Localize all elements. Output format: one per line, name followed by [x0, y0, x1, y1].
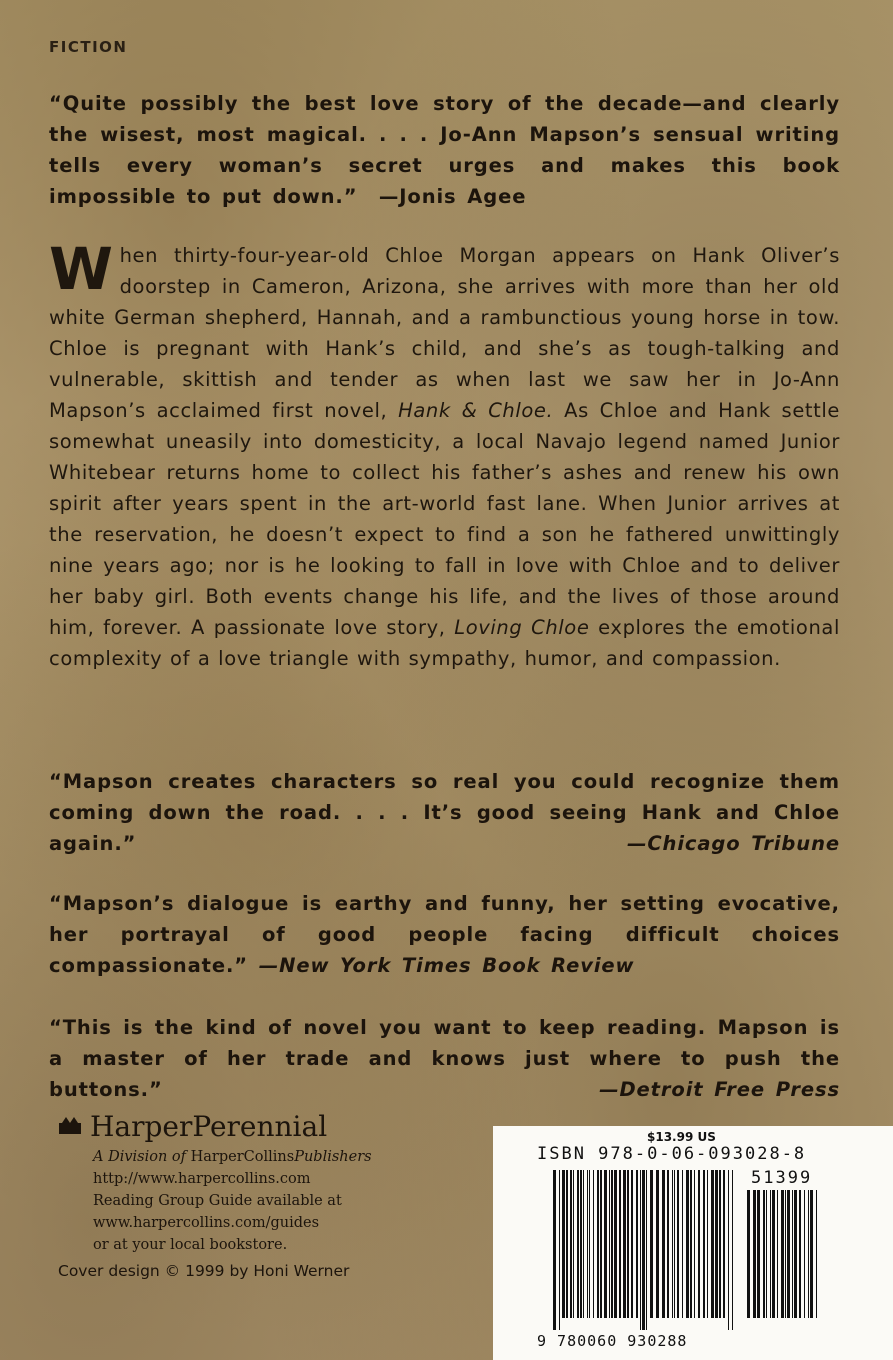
blurb-quote-detroit: [49, 1012, 840, 1105]
guide-line-2: www.harpercollins.com/guides: [93, 1215, 320, 1231]
drop-cap: W: [49, 235, 114, 303]
quote-text: “This is the kind of novel you want to keep reading. Mapson is a master of her trade and knows just where to push the buttons.”: [49, 1016, 840, 1101]
synopsis-part3: explores the emotional complexity of a love triangle with sympathy, humor, and compassion.: [49, 616, 840, 670]
imprint-info: [93, 1146, 372, 1256]
quote-attribution: —New York Times Book Review: [258, 954, 635, 977]
quote-attribution: —Detroit Free Press: [599, 1078, 840, 1101]
ean-digits: 9 780060 930288: [537, 1332, 688, 1350]
blurb-quote-agee: [49, 88, 840, 212]
blurb-quote-nytbr: [49, 888, 840, 981]
cover-design-credit: Cover design © 1999 by Honi Werner: [58, 1262, 350, 1280]
synopsis-part1: hen thirty-four-year-old Chloe Morgan appears on Hank Oliver’s doorstep in Cameron, Arizona, she arrives with more than her old white German shepherd, Hannah, and a rambunctious young horse in tow. Chloe is pregnant with Hank’s child, and she’s as tough-talking and vulnerable, skittish and tender as when last we saw her in Jo-Ann Mapson’s acclaimed first novel,: [49, 244, 840, 422]
synopsis-book-title-2: Loving Chloe: [454, 616, 590, 639]
isbn-number: ISBN 978-0-06-093028-8: [537, 1144, 807, 1164]
supplement-barcode-icon: [747, 1190, 827, 1330]
guide-line-1: Reading Group Guide available at: [93, 1193, 342, 1209]
publisher-url: http://www.harpercollins.com: [93, 1171, 311, 1187]
price-label: $13.99 US: [647, 1130, 716, 1144]
price-supplement-code: 51399: [751, 1168, 813, 1188]
synopsis: [49, 235, 841, 674]
guide-line-3: or at your local bookstore.: [93, 1237, 288, 1253]
quote-attribution: —Chicago Tribune: [626, 832, 840, 855]
quote-text: “Mapson creates characters so real you could recognize them coming down the road. . . . It’s good seeing Hank and Chloe again.”: [49, 770, 840, 855]
blurb-quote-chicago-tribune: [49, 766, 840, 859]
synopsis-book-title-1: Hank & Chloe.: [398, 399, 554, 422]
quote-text: “Mapson’s dialogue is earthy and funny, her setting evocative, her portrayal of good people facing difficult choices compassionate.”: [49, 892, 840, 977]
publisher-label: HarperPerennial: [90, 1110, 328, 1143]
quote-attribution: —Jonis Agee: [378, 185, 527, 208]
barcode-panel: [493, 1126, 893, 1360]
category-label: FICTION: [49, 38, 128, 56]
synopsis-part2: As Chloe and Hank settle somewhat uneasily into domesticity, a local Navajo legend named Junior Whitebear returns home to collect his father’s ashes and renew his own spirit after years spent in the art-world fast lane. When Junior arrives at the reservation, he doesn’t expect to find a son he fathered unwittingly nine years ago; nor is he looking to fall in love with Chloe and to deliver her baby girl. Both events change his life, and the lives of those around him, forever. A passionate love story,: [49, 399, 841, 639]
quote-text: “Quite possibly the best love story of the decade—and clearly the wisest, most magical. . . . Jo-Ann Mapson’s sensual writing tells every woman’s secret urges and makes this book impossible to put down.”: [49, 92, 840, 208]
publisher-name: [58, 1110, 327, 1143]
ean-barcode-icon: [553, 1170, 733, 1330]
harper-fire-logo-icon: [58, 1116, 82, 1134]
division-line: A Division of HarperCollinsPublishers: [93, 1149, 372, 1165]
